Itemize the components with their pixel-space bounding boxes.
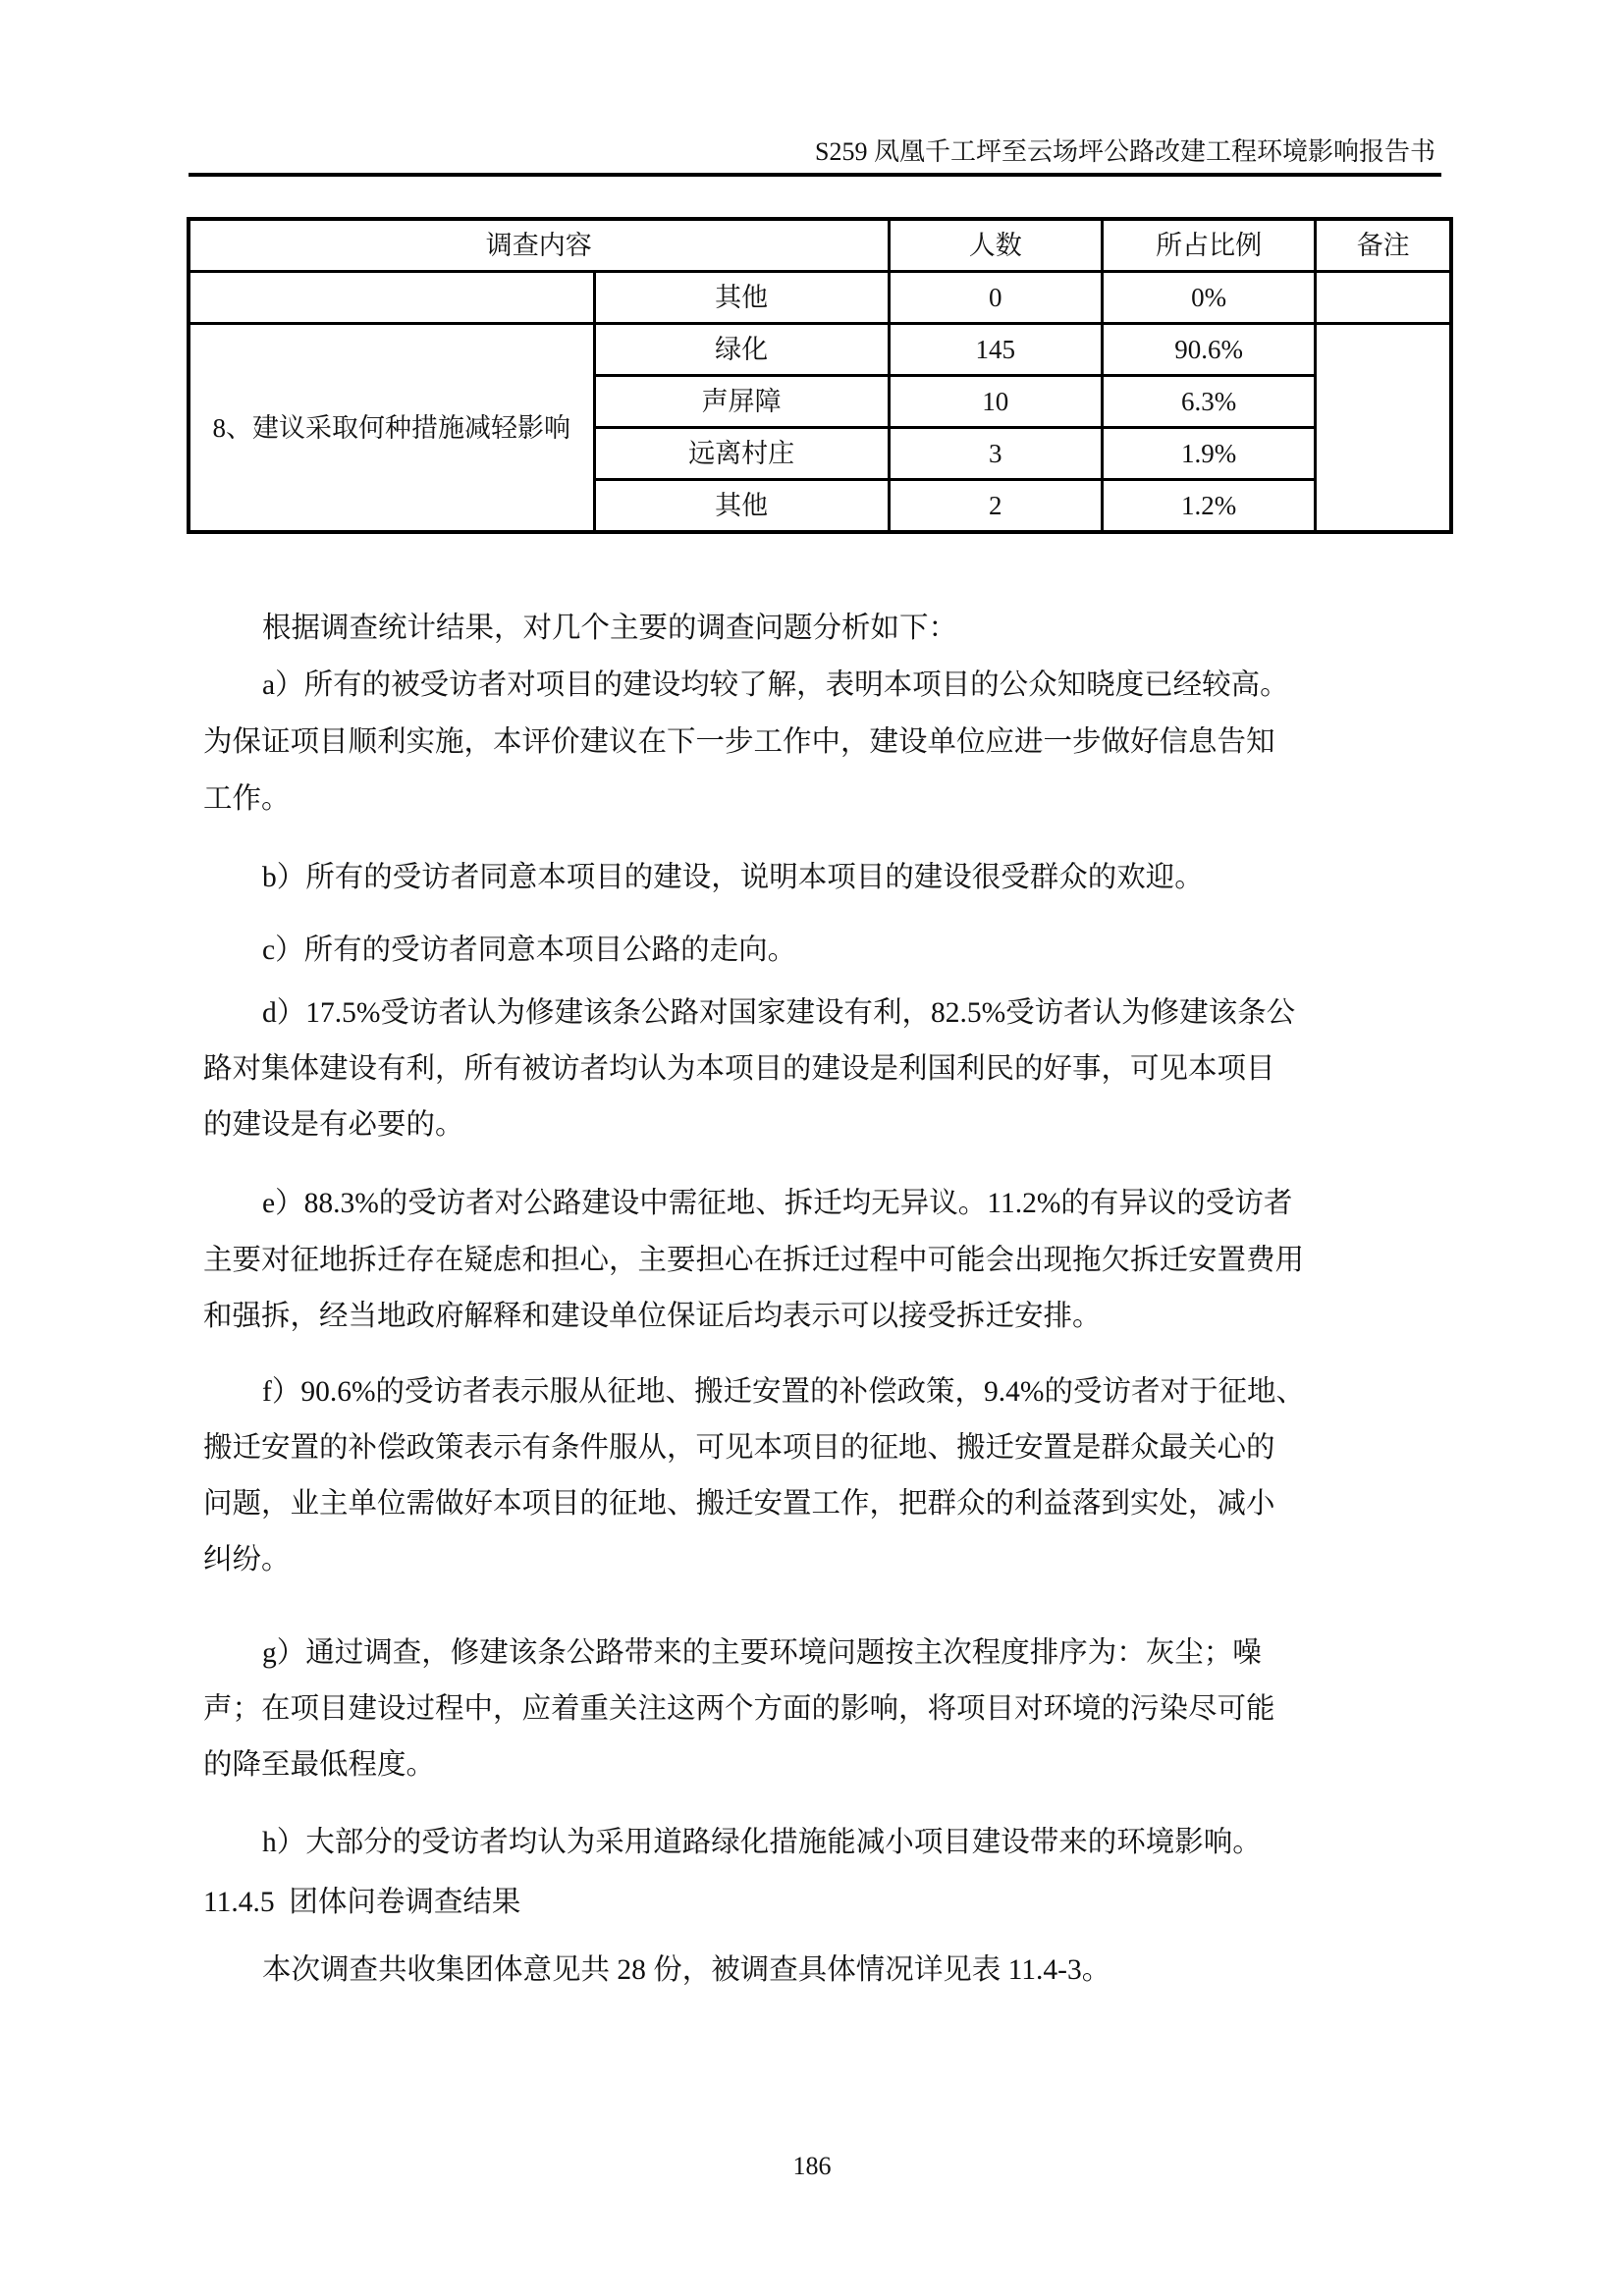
option-cell: 声屏障 xyxy=(594,376,889,428)
item-a-line: 工作。 xyxy=(203,783,291,815)
question-cell: 8、建议采取何种措施减轻影响 xyxy=(189,324,594,533)
option-cell: 远离村庄 xyxy=(594,428,889,480)
ratio-cell: 1.9% xyxy=(1102,428,1315,480)
table-header-row xyxy=(189,219,1451,272)
count-cell: 2 xyxy=(889,480,1102,533)
count-cell: 0 xyxy=(889,272,1102,324)
item-g-line: g）通过调查，修建该条公路带来的主要环境问题按主次程度排序为：灰尘；噪 xyxy=(262,1637,1262,1669)
item-f-line: 搬迁安置的补偿政策表示有条件服从，可见本项目的征地、搬迁安置是群众最关心的 xyxy=(203,1432,1275,1464)
item-f-line: 问题，业主单位需做好本项目的征地、搬迁安置工作，把群众的利益落到实处，减小 xyxy=(203,1488,1275,1520)
item-a-line: 为保证项目顺利实施，本评价建议在下一步工作中，建设单位应进一步做好信息告知 xyxy=(203,726,1275,758)
item-d-line: d）17.5%受访者认为修建该条公路对国家建设有利，82.5%受访者认为修建该条公 xyxy=(262,997,1296,1029)
header-remark: 备注 xyxy=(1316,219,1451,272)
item-a-line: a）所有的被受访者对项目的建设均较了解，表明本项目的公众知晓度已经较高。 xyxy=(262,669,1289,701)
option-cell: 其他 xyxy=(594,272,889,324)
count-cell: 10 xyxy=(889,376,1102,428)
header-title: S259 凤凰千工坪至云场坪公路改建工程环境影响报告书 xyxy=(815,137,1435,166)
question-cell-empty xyxy=(189,272,594,324)
header-count: 人数 xyxy=(889,219,1102,272)
table-row xyxy=(189,272,1451,324)
item-g-line: 声；在项目建设过程中，应着重关注这两个方面的影响，将项目对环境的污染尽可能 xyxy=(203,1693,1275,1725)
item-f-line: 纠纷。 xyxy=(203,1544,291,1575)
item-e-line: 和强拆，经当地政府解释和建设单位保证后均表示可以接受拆迁安排。 xyxy=(203,1301,1102,1332)
count-cell: 3 xyxy=(889,428,1102,480)
page-number: 186 xyxy=(792,2152,832,2180)
table-row xyxy=(189,324,1451,376)
item-e-line: 主要对征地拆迁存在疑虑和担心，主要担心在拆迁过程中可能会出现拖欠拆迁安置费用 xyxy=(203,1245,1305,1276)
remark-cell xyxy=(1316,324,1451,533)
count-cell: 145 xyxy=(889,324,1102,376)
header-content: 调查内容 xyxy=(189,219,889,272)
header-ratio: 所占比例 xyxy=(1102,219,1315,272)
section-heading: 11.4.5 团体问卷调查结果 xyxy=(203,1887,521,1918)
item-e-line: e）88.3%的受访者对公路建设中需征地、拆迁均无异议。11.2%的有异议的受访者 xyxy=(262,1188,1293,1219)
ratio-cell: 90.6% xyxy=(1102,324,1315,376)
ratio-cell: 0% xyxy=(1102,272,1315,324)
remark-cell xyxy=(1316,272,1451,324)
item-g-line: 的降至最低程度。 xyxy=(203,1749,436,1781)
survey-table xyxy=(187,217,1453,534)
section-intro-line: 本次调查共收集团体意见共 28 份，被调查具体情况详见表 11.4-3。 xyxy=(262,1954,1111,1986)
item-d-line: 路对集体建设有利，所有被访者均认为本项目的建设是利国利民的好事，可见本项目 xyxy=(203,1053,1275,1085)
header-rule xyxy=(189,173,1441,177)
ratio-cell: 6.3% xyxy=(1102,376,1315,428)
item-c-line: c）所有的受访者同意本项目公路的走向。 xyxy=(262,934,797,966)
ratio-cell: 1.2% xyxy=(1102,480,1315,533)
item-h-line: h）大部分的受访者均认为采用道路绿化措施能减小项目建设带来的环境影响。 xyxy=(262,1827,1262,1858)
option-cell: 绿化 xyxy=(594,324,889,376)
option-cell: 其他 xyxy=(594,480,889,533)
item-b-line: b）所有的受访者同意本项目的建设，说明本项目的建设很受群众的欢迎。 xyxy=(262,862,1204,893)
intro-line: 根据调查统计结果，对几个主要的调查问题分析如下： xyxy=(262,613,958,644)
item-d-line: 的建设是有必要的。 xyxy=(203,1109,464,1141)
item-f-line: f）90.6%的受访者表示服从征地、搬迁安置的补偿政策，9.4%的受访者对于征地、 xyxy=(262,1376,1305,1408)
